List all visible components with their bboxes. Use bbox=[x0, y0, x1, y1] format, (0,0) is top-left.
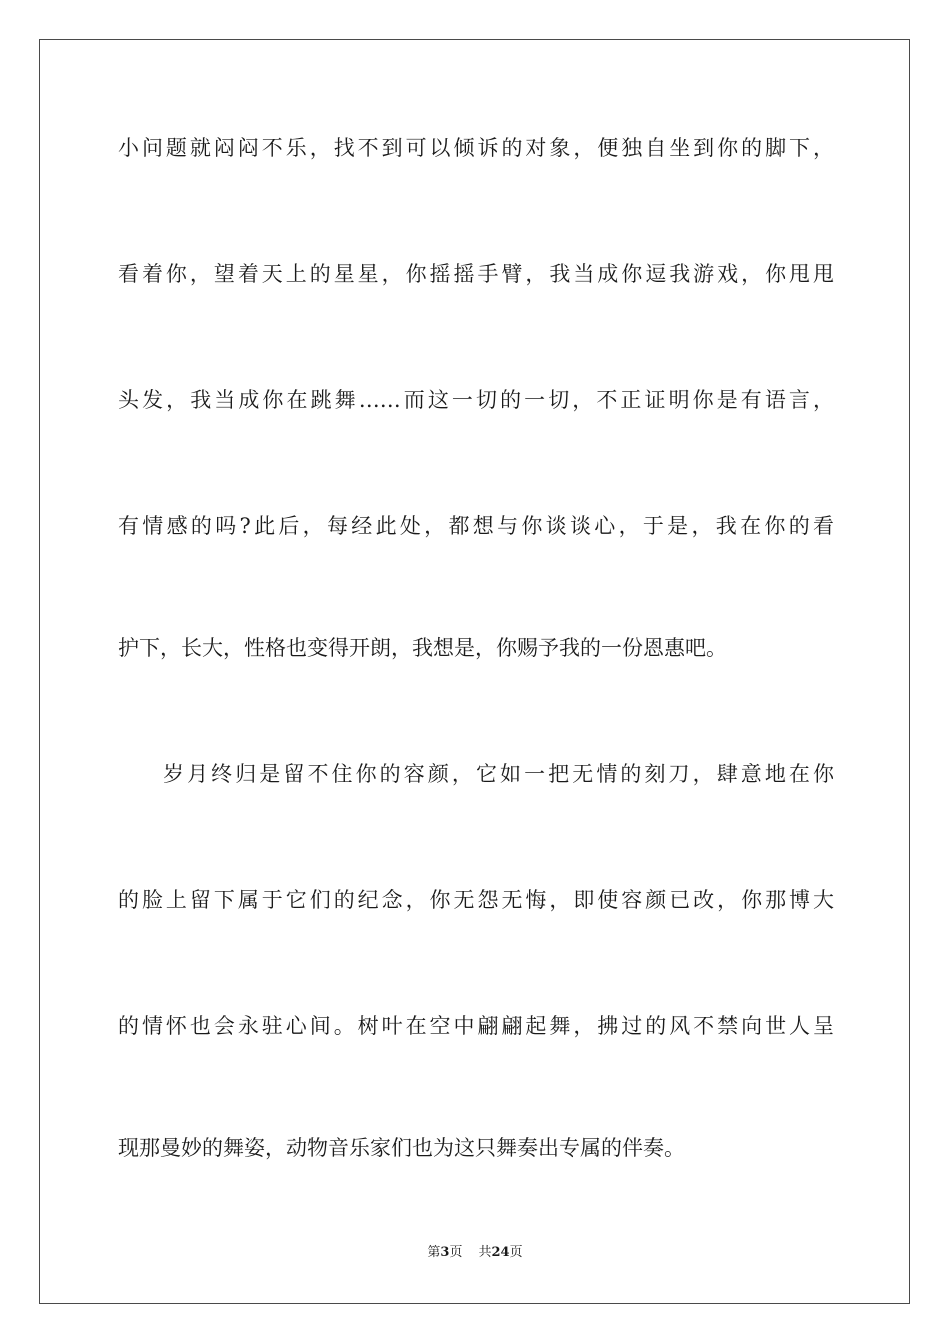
paragraph-line-2: 看着你，望着天上的星星，你摇摇手臂，我当成你逗我游戏，你甩甩 bbox=[118, 262, 834, 286]
footer-total-number: 24 bbox=[491, 1245, 510, 1260]
paragraph-line-1: 小问题就闷闷不乐，找不到可以倾诉的对象，便独自坐到你的脚下， bbox=[118, 136, 834, 160]
paragraph-line-6: 岁月终归是留不住你的容颜，它如一把无情的刻刀，肆意地在你 bbox=[163, 762, 834, 786]
paragraph-line-8: 的情怀也会永驻心间。树叶在空中翩翩起舞，拂过的风不禁向世人呈 bbox=[118, 1014, 834, 1038]
footer-total-prefix: 共 bbox=[478, 1245, 492, 1260]
paragraph-line-4: 有情感的吗?此后，每经此处，都想与你谈谈心，于是，我在你的看 bbox=[118, 514, 834, 538]
footer-page-prefix: 第 bbox=[427, 1245, 441, 1260]
paragraph-line-7: 的脸上留下属于它们的纪念，你无怨无悔，即使容颜已改，你那博大 bbox=[118, 888, 834, 912]
footer-total-suffix: 页 bbox=[509, 1245, 523, 1260]
footer-page-number: 3 bbox=[440, 1245, 450, 1260]
paragraph-line-3: 头发，我当成你在跳舞……而这一切的一切，不正证明你是有语言， bbox=[118, 388, 834, 412]
footer-page-suffix: 页 bbox=[449, 1245, 463, 1260]
paragraph-line-5: 护下，长大，性格也变得开朗，我想是，你赐予我的一份恩惠吧。 bbox=[118, 636, 727, 660]
paragraph-line-9: 现那曼妙的舞姿，动物音乐家们也为这只舞奏出专属的伴奏。 bbox=[118, 1136, 685, 1160]
page-footer bbox=[0, 1243, 950, 1263]
page-border bbox=[39, 39, 910, 1304]
